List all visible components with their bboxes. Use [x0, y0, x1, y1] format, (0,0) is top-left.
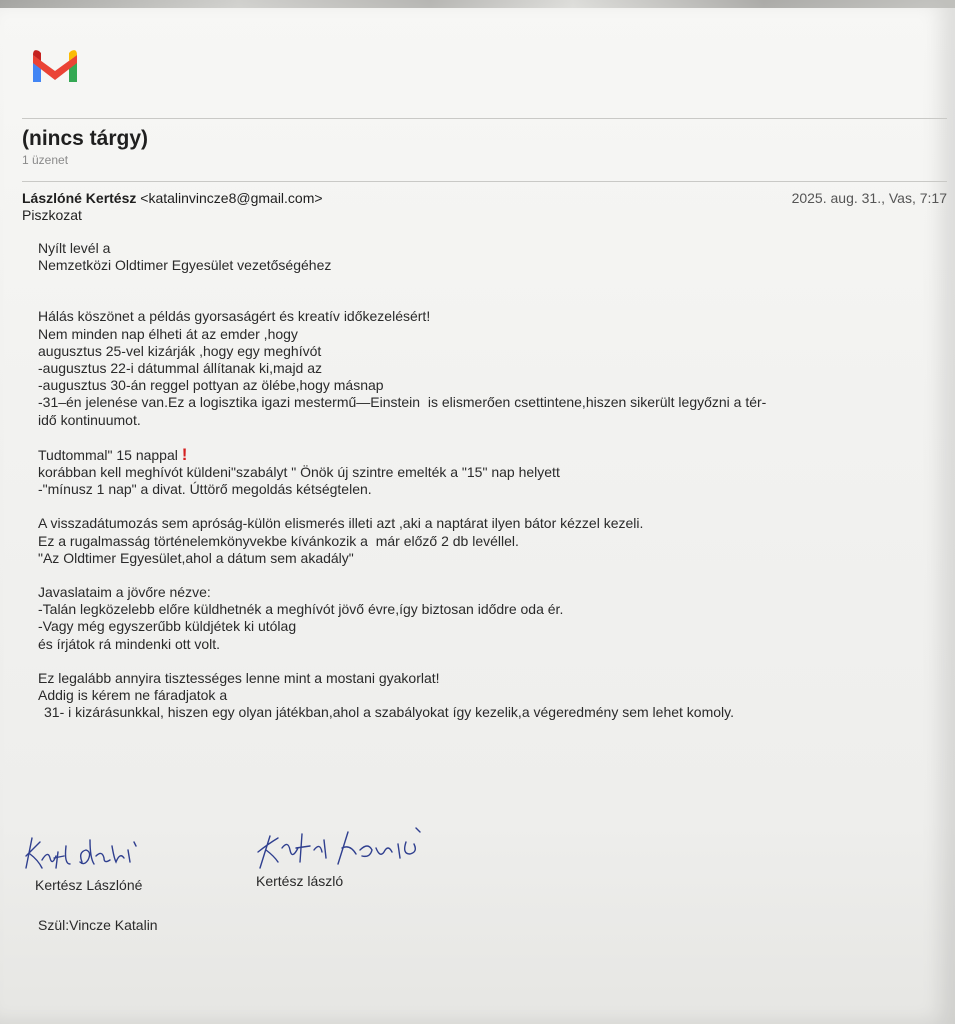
- handwritten-signature-1: [20, 828, 190, 878]
- top-edge-shadow: [0, 0, 955, 8]
- email-subject: (nincs tárgy): [22, 127, 149, 150]
- body-line: -Talán legközelebb előre küldhetnék a meghívót jövő évre,így biztosan idődre oda ér.: [38, 601, 564, 618]
- sender-line: [22, 190, 323, 206]
- body-line-text: Tudtommal" 15 nappal: [38, 446, 178, 463]
- body-line: korábban kell meghívót küldeni"szabályt " Önök új szintre emelték a "15" nap helyett: [38, 464, 560, 481]
- gmail-logo-icon: [30, 47, 80, 85]
- message-count: 1 üzenet: [22, 153, 69, 167]
- body-line: idő kontinuumot.: [38, 411, 141, 428]
- body-line: -31–én jelenése van.Ez a logisztika igazi mestermű—Einstein is elismerően csettintene,hiszen sikerült legyőzni a tér-: [38, 394, 767, 411]
- subject-divider: [22, 181, 947, 182]
- body-line: Addig is kérem ne fáradjatok a: [38, 687, 228, 704]
- body-line: Nyílt levél a: [38, 240, 111, 256]
- sender-name: Lászlóné Kertész: [22, 190, 137, 206]
- body-line: [38, 446, 938, 464]
- exclamation-mark: !: [181, 444, 188, 464]
- body-line: 31- i kizárásunkkal, hiszen egy olyan játékban,ahol a szabályokat így kezelik,a végeredmény sem lehet komoly.: [44, 704, 734, 721]
- body-line: "Az Oldtimer Egyesület,ahol a dátum sem akadály": [38, 549, 354, 566]
- body-line: Hálás köszönet a példás gyorsaságért és kreatív időkezelésért!: [38, 308, 431, 325]
- body-line: Nemzetközi Oldtimer Egyesület vezetőségéhez: [38, 257, 332, 274]
- body-line: Javaslataim a jövőre nézve:: [38, 584, 211, 601]
- maiden-name: Szül:Vincze Katalin: [38, 917, 158, 933]
- body-line: Nem minden nap élheti át az emder ,hogy: [38, 325, 298, 342]
- sender-email: <katalinvincze8@gmail.com>: [140, 190, 323, 206]
- body-line: A visszadátumozás sem apróság-külön elismerés illeti azt ,aki a naptárat ilyen bátor kézzel kezeli.: [38, 515, 644, 532]
- header-divider: [22, 118, 947, 119]
- email-body: [38, 240, 938, 721]
- signature-name-1: Kertész Lászlóné: [35, 877, 143, 893]
- body-line: Ez legalább annyira tisztességes lenne mint a mostani gyakorlat!: [38, 669, 440, 686]
- handwritten-signature-2: [252, 818, 442, 876]
- folder-label: Piszkozat: [22, 207, 82, 223]
- body-line: augusztus 25-vel kizárják ,hogy egy meghívót: [38, 342, 322, 359]
- signature-name-2: Kertész lászló: [256, 873, 344, 889]
- email-date: 2025. aug. 31., Vas, 7:17: [791, 190, 947, 206]
- body-line: -augusztus 22-i dátummal állítanak ki,majd az: [38, 360, 323, 377]
- body-line: Ez a rugalmasság történelemkönyvekbe kívánkozik a már előző 2 db levéllel.: [38, 532, 519, 549]
- body-line: -augusztus 30-án reggel pottyan az ölébe,hogy másnap: [38, 377, 384, 394]
- body-line: -"mínusz 1 nap" a divat. Úttörő megoldás kétségtelen.: [38, 481, 372, 498]
- body-line: -Vagy még egyszerűbb küldjétek ki utólag: [38, 618, 297, 635]
- body-line: és írjátok rá mindenki ott volt.: [38, 635, 221, 652]
